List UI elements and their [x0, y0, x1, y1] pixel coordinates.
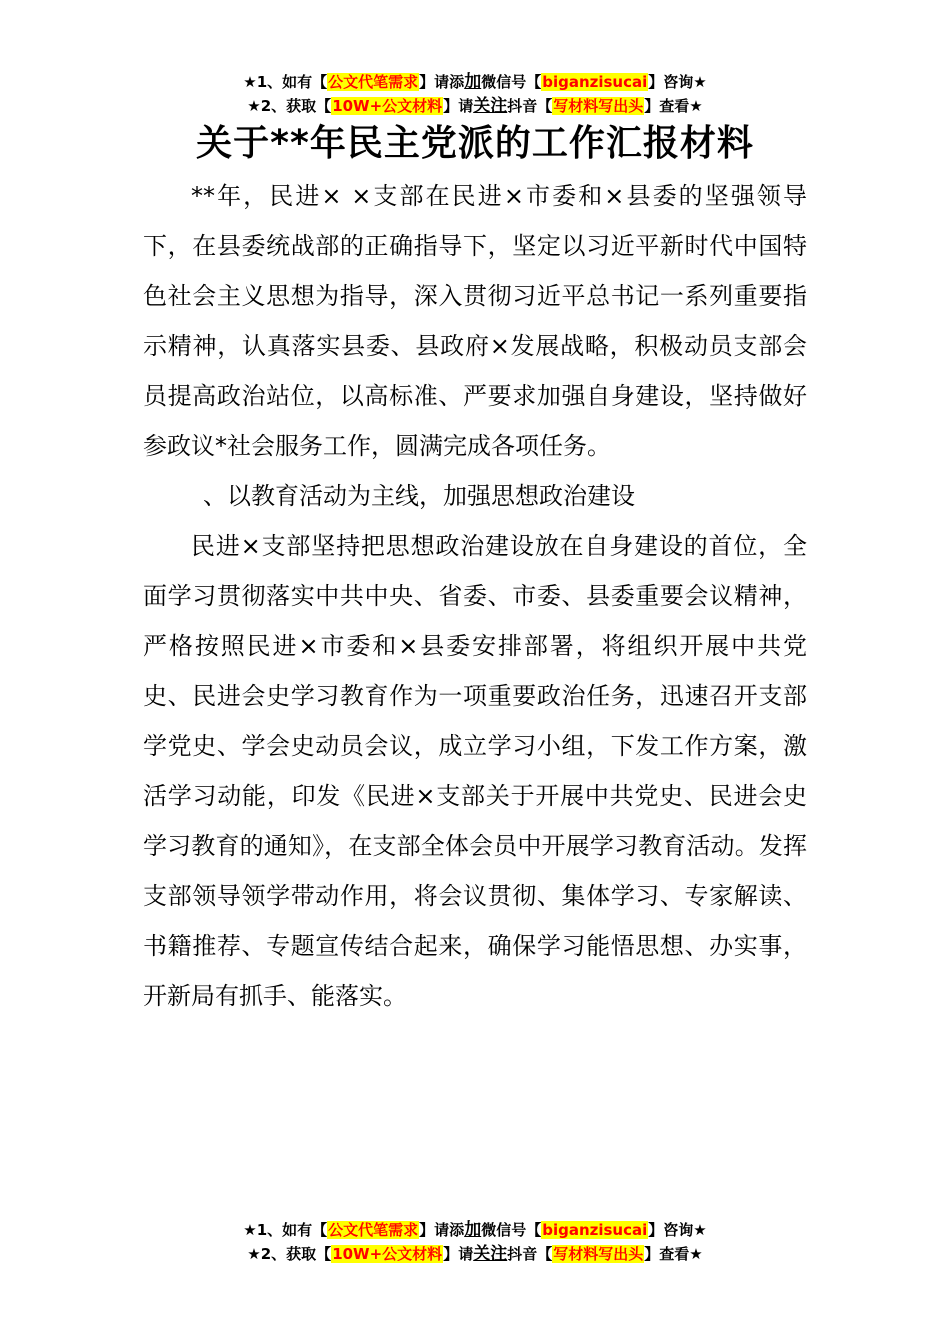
highlight-wechat-id: biganzisucai [542, 1221, 648, 1239]
highlight-materials: 10W+公文材料 [332, 1245, 443, 1263]
banner-text: 】请 [443, 97, 474, 115]
banner-text: 微信号【 [481, 1221, 542, 1239]
paragraph-section-body: 民进×支部坚持把思想政治建设放在自身建设的首位，全面学习贯彻落实中共中央、省委、市委、县委重要会议精神，严格按照民进×市委和×县委安排部署，将组织开展中共党史、民进会史学习教育作为一项重要政治任务，迅速召开支部学党史、学会史动员会议，成立学习小组，下发工作方案，激活学习动能，印发《民进×支部关于开展中共党史、民进会史学习教育的通知》，在支部全体会员中开展学习教育活动。发挥支部领导领学带动作用，将会议贯彻、集体学习、专家解读、书籍推荐、专题宣传结合起来，确保学习能悟思想、办实事，开新局有抓手、能落实。 [143, 532, 807, 1010]
document-title: 关于**年民主党派的工作汇报材料 [196, 123, 754, 164]
banner-line-2 [0, 94, 950, 118]
banner-line-2 [0, 1242, 950, 1266]
banner-text: ★2、获取【 [247, 97, 332, 115]
banner-text: 】查看★ [644, 97, 703, 115]
footer-banner [0, 1218, 950, 1266]
highlight-douyin-id: 写材料写出头 [553, 1245, 644, 1263]
highlight-service: 公文代笔需求 [328, 73, 419, 91]
header-banner [0, 70, 950, 118]
banner-emphasis: 关注 [473, 96, 508, 116]
section-heading: 、以教育活动为主线，加强思想政治建设 [203, 482, 635, 510]
banner-text: ★1、如有【 [243, 1221, 328, 1239]
highlight-materials: 10W+公文材料 [332, 97, 443, 115]
highlight-wechat-id: biganzisucai [542, 73, 648, 91]
banner-text: 】请添 [419, 73, 465, 91]
highlight-douyin-id: 写材料写出头 [553, 97, 644, 115]
banner-text: 】查看★ [644, 1245, 703, 1263]
banner-line-1 [0, 1218, 950, 1242]
banner-text: 】咨询★ [648, 1221, 707, 1239]
banner-text: 】请添 [419, 1221, 465, 1239]
banner-emphasis: 加 [464, 72, 482, 92]
banner-line-1 [0, 70, 950, 94]
banner-text: 】咨询★ [648, 73, 707, 91]
banner-text: 】请 [443, 1245, 474, 1263]
banner-text: ★1、如有【 [243, 73, 328, 91]
banner-text: 抖音【 [507, 97, 553, 115]
paragraph-intro: **年，民进× ×支部在民进×市委和×县委的坚强领导下，在县委统战部的正确指导下，坚定以习近平新时代中国特色社会主义思想为指导，深入贯彻习近平总书记一系列重要指示精神，认真落实县委、县政府×发展战略，积极动员支部会员提高政治站位，以高标准、严要求加强自身建设，坚持做好参政议*社会服务工作，圆满完成各项任务。 [143, 182, 807, 460]
highlight-service: 公文代笔需求 [328, 1221, 419, 1239]
banner-text: 抖音【 [507, 1245, 553, 1263]
banner-text: 微信号【 [481, 73, 542, 91]
banner-emphasis: 关注 [473, 1244, 508, 1264]
banner-text: ★2、获取【 [247, 1245, 332, 1263]
document-body [143, 171, 807, 1021]
banner-emphasis: 加 [464, 1220, 482, 1240]
